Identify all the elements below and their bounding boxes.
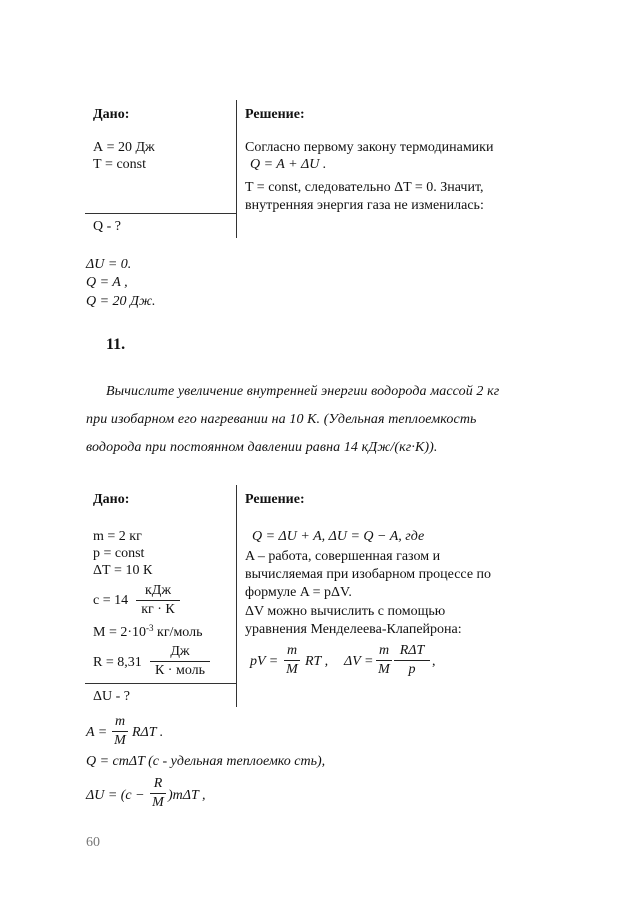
problem-number: 11. [106,336,126,353]
page-number: 60 [86,835,100,850]
result-heat: Q = cmΔT (с - удельная теплоемко сть), [86,754,326,769]
result-formula: Q = A , [86,275,128,290]
unit-numerator: Дж [170,644,190,659]
condition-line: водорода при постоянном давлении равна 14 кДж/(кг·К)). [86,440,438,455]
condition-line: при изобарном его нагревании на 10 К. (Удельная теплоемкость [86,412,477,427]
solution-title-10: Решение: [245,107,305,122]
solution-line: вычисляемая при изобарном процессе по [245,567,492,582]
solution-line: ΔV можно вычислить с помощью [245,604,446,619]
result-fraction: m M [112,715,128,748]
table-divider-horizontal-11 [85,683,236,684]
given-pressure: p = const [93,546,145,561]
given-heat-capacity: c = 14 [93,593,129,608]
solution-line: формуле A = pΔV. [245,585,352,600]
equation-rt: RT , [305,654,329,669]
result-delta-u: ΔU = (c − [86,788,145,803]
unit-numerator: кДж [144,583,172,598]
given-title-11: Дано: [93,492,130,507]
equation-fraction: RΔT p [394,644,430,677]
solution-title-11: Решение: [245,492,305,507]
table-divider-vertical-11 [236,485,237,707]
equation-fraction: m M [376,644,392,677]
solution-formula: Q = ΔU + A, ΔU = Q − A, где [252,529,425,544]
result-formula: Q = 20 Дж. [86,294,156,309]
equation-fraction: m M [284,644,300,677]
solution-formula: Q = A + ΔU . [250,157,327,172]
given-mass: m = 2 кг [93,529,142,544]
table-divider-horizontal-10 [85,213,236,214]
given-title-10: Дано: [93,107,130,122]
table-divider-vertical-10 [236,100,237,238]
given-molar-mass: $М = 2\cdot 10^{-3}$ кг/моль [93,623,203,640]
equation-dv: ΔV = [344,654,374,669]
result-fraction: R M [150,777,166,810]
result-work: A = [86,725,108,740]
given-temperature: Т = const [93,157,146,172]
result-work-suffix: RΔT . [132,725,164,740]
result-formula: ΔU = 0. [86,257,132,272]
given-work: А = 20 Дж [93,140,155,155]
unit-denominator: кг · К [141,602,175,617]
find-heat: Q - ? [93,219,121,234]
solution-line: A – работа, совершенная газом и [245,549,441,564]
equation-pv: pV = [250,654,279,669]
solution-line: уравнения Менделеева-Клапейрона: [245,622,462,637]
heat-capacity-unit [136,584,180,617]
solution-line: Согласно первому закону термодинамики [245,140,494,155]
solution-line: T = const, следовательно ΔT = 0. Значит, [245,180,484,195]
condition-line: Вычислите увеличение внутренней энергии водорода массой 2 кг [106,384,500,399]
given-delta-t: ΔТ = 10 К [93,563,153,578]
result-delta-u-suffix: )mΔT , [168,788,206,803]
unit-denominator: К · моль [154,663,206,678]
find-delta-u: ΔU - ? [93,689,130,704]
solution-line: внутренняя энергия газа не изменилась: [245,198,484,213]
gas-constant-unit [150,645,210,678]
equation-comma: , [432,654,436,669]
given-gas-constant: R = 8,31 [93,655,142,670]
